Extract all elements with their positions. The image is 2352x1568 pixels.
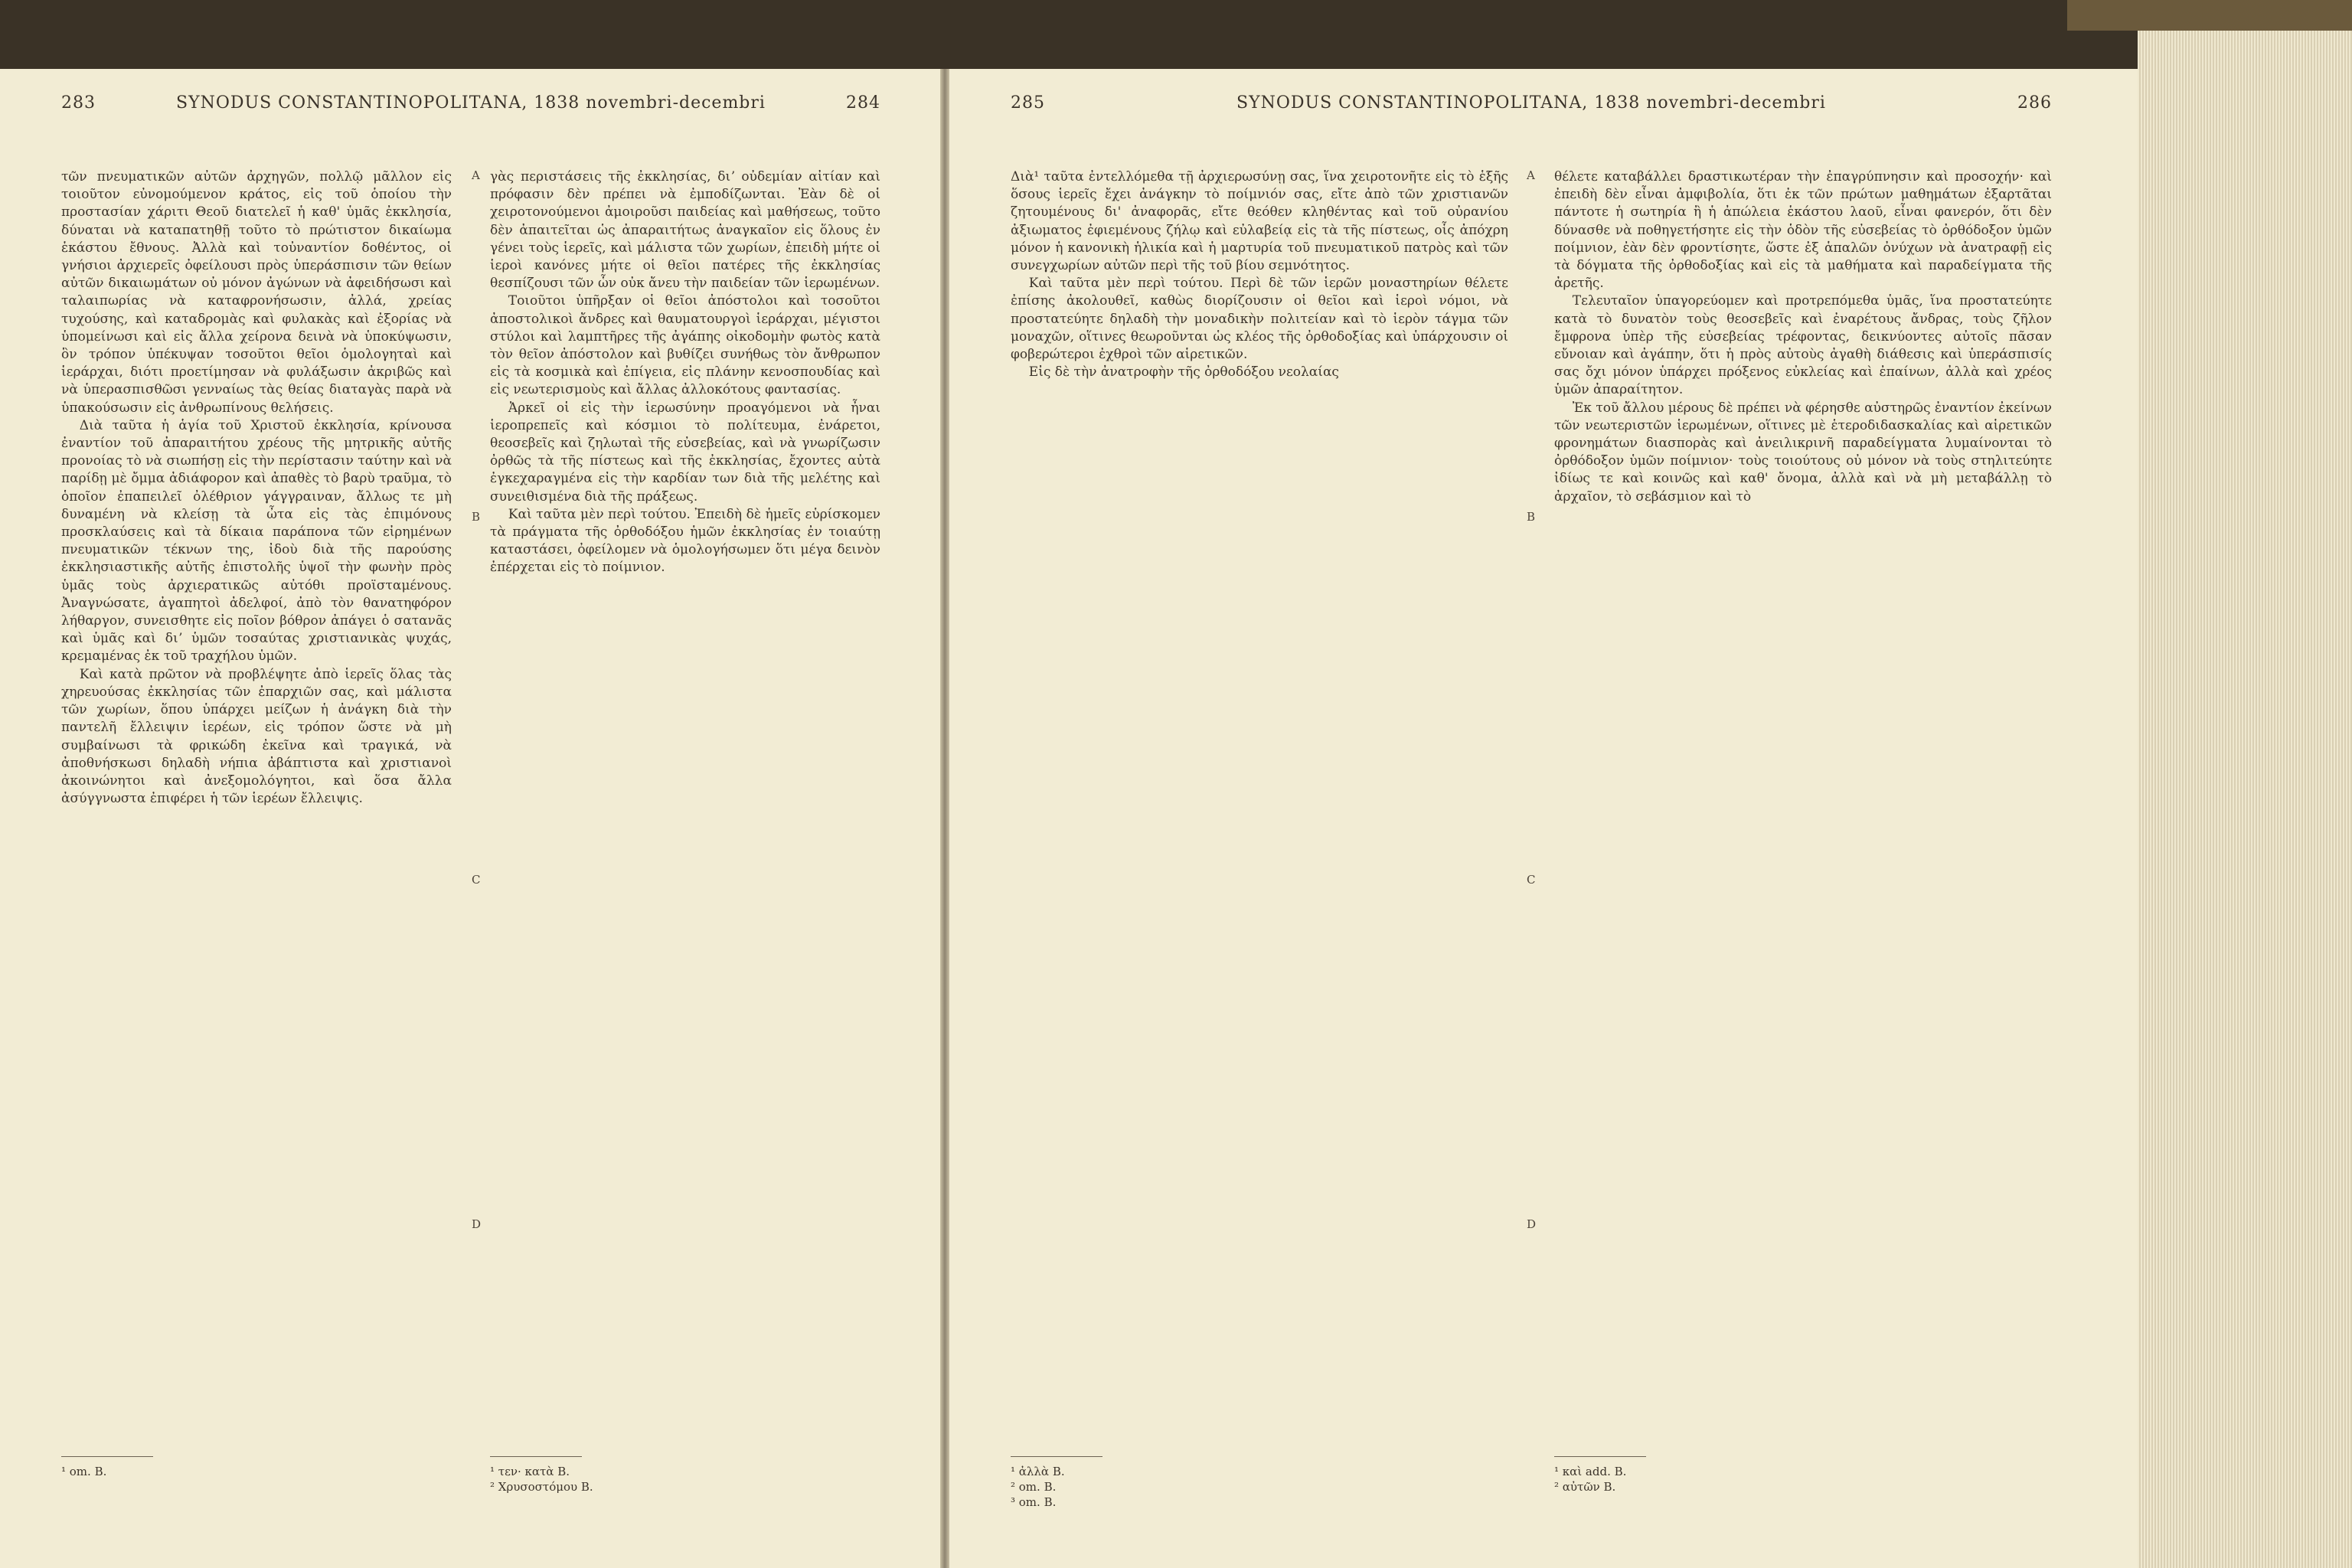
footnotes-283	[61, 1464, 106, 1479]
footnote-rule	[1554, 1456, 1646, 1457]
marginal-letter-c: C	[1527, 873, 1536, 887]
paragraph: Καὶ ταῦτα μὲν περὶ τούτου. Περὶ δὲ τῶν ἱερῶν μοναστηρίων θέλετε ἐπίσης ἀκολουθεῖ, καθὼς διορίζουσιν οἱ θεῖοι καὶ ἱεροὶ νόμοι, νὰ προστατεύητε δηλαδὴ τὴν μοναδικὴν πολιτείαν καὶ τὸ ἱερὸν τάγμα τῶν μοναχῶν, οἵτινες θεωροῦνται ὡς κλέος τῆς ὀρθοδοξίας καὶ ὑπάρχουσιν οἱ φοβερώτεροι ἐχθροὶ τῶν αἱρετικῶν.	[1011, 276, 1508, 363]
paragraph: θέλετε καταβάλλει δραστικωτέραν τὴν ἐπαγρύπνησιν καὶ προσοχήν· καὶ ἐπειδὴ δὲν εἶναι ἀμφιβολία, ὅτι ἐκ τῶν πρώτων μαθημάτων ἐξαρτᾶται πάντοτε ἡ σωτηρία ἢ ἡ ἀπώλεια ἑκάστου λαοῦ, εἶναι φανερόν, ὅτι δὲν δύνασθε νὰ ποθηγετήσητε εἰς τὴν ὁδὸν τῆς εὐσεβείας τὸ ὀρθόδοξον ὑμῶν ποίμνιον, ἐὰν δὲν φροντίσητε, ὥστε ἐξ ἁπαλῶν ὀνύχων νὰ ἀνατραφῇ εἰς τὰ δόγματα τῆς ὀρθοδοξίας καὶ εἰς τὰ μαθήματα καὶ παραδείγματα τῆς ἀρετῆς.	[1554, 169, 2052, 292]
footnote: ³ om. B.	[1011, 1495, 1057, 1509]
footnotes-286	[1554, 1464, 1626, 1494]
paragraph: Καὶ ταῦτα μὲν περὶ τούτου. Ἐπειδὴ δὲ ἡμεῖς εὑρίσκομεν τὰ πράγματα τῆς ὀρθοδόξου ἡμῶν ἐκκλησίας ἐν τοιαύτῃ καταστάσει, ὀφείλομεν νὰ ὁμολογήσωμεν ὅτι μέγα δεινὸν ἐπέρχεται εἰς τὸ ποίμνιον.	[490, 506, 880, 576]
left-page-header	[61, 93, 880, 124]
paragraph: γὰς περιστάσεις τῆς ἐκκλησίας, διʼ οὐδεμίαν αἰτίαν καὶ πρόφασιν δὲν πρέπει νὰ ἐμποδίζωνται. Ἐὰν δὲ οἱ χειροτονούμενοι ἀμοιροῦσι παιδείας καὶ μαθήσεως, τοῦτο δὲν ἀπαιτεῖται ὡς ἀπαραιτήτως ἀναγκαῖον εἰς ὅλους ἐν γένει τοὺς ἱερεῖς, καὶ μάλιστα τῶν χωρίων, ἐπειδὴ μήτε οἱ ἱεροὶ κανόνες μήτε οἱ θεῖοι πατέρες τῆς ἐκκλησίας θεσπίζουσι τῶν ὧν οὐκ ἄνευ τὴν παιδείαν τῶν ἱερωμένων.	[490, 169, 880, 292]
marginal-letter-d: D	[1527, 1217, 1537, 1231]
running-title-left: SYNODUS CONSTANTINOPOLITANA, 1838 novembri-decembri	[176, 93, 766, 113]
footnote-rule	[490, 1456, 582, 1457]
marginal-letter-a: A	[472, 168, 480, 182]
column-283	[61, 168, 452, 1409]
page-number-284: 284	[846, 93, 880, 113]
paragraph: Ἀρκεῖ οἱ εἰς τὴν ἱερωσύνην προαγόμενοι νὰ ἦναι ἱεροπρεπεῖς καὶ κόσμιοι τὸ πολίτευμα, ἐνάρετοι, θεοσεβεῖς καὶ ζηλωταὶ τῆς εὐσεβείας, καὶ νὰ γνωρίζωσιν ὀρθῶς τὰ τῆς πίστεως καὶ τῆς ἐκκλησίας, ἔχοντες αὐτὰ ἐγκεχαραγμένα εἰς τὴν καρδίαν των διὰ τῆς μελέτης καὶ συνειθισμένα διὰ τῆς πράξεως.	[490, 400, 880, 505]
marginal-letter-a: A	[1527, 168, 1535, 182]
paragraph: Τελευταῖον ὑπαγορεύομεν καὶ προτρεπόμεθα ὑμᾶς, ἵνα προστατεύητε κατὰ τὸ δυνατὸν τοὺς θεοσεβεῖς καὶ ἐναρέτους ἄνδρας, τοὺς ζῆλον ἔμφρονα ὑπὲρ τῆς εὐσεβείας τρέφοντας, δεικνύοντες αὐτοῖς πᾶσαν εὔνοιαν καὶ ἀγάπην, ὅτι ἡ πρὸς αὐτοὺς ἀγαθὴ διάθεσις καὶ ὑπεράσπισίς σας ὄχι μόνον ὑπάρχει πρόξενος εὐκλείας καὶ ἐπαίνων, ἀλλὰ καὶ χρέος ὑμῶν ἀπαραίτητον.	[1554, 293, 2052, 398]
book-cover-edge	[2067, 0, 2352, 31]
paragraph: Ἐκ τοῦ ἄλλου μέρους δὲ πρέπει νὰ φέρησθε αὐστηρῶς ἐναντίον ἐκείνων τῶν νεωτεριστῶν ἱερωμένων, οἵτινες μὲ ἑτεροδιδασκαλίας καὶ αἱρετικῶν φρονημάτων διασπορὰς καὶ ἀνειλικρινῆ παραδείγματα λυμαίνονται τὸ ὀρθόδοξον ὑμῶν ποίμνιον· τοὺς τοιούτους οὐ μόνον νὰ τοὺς στηλιτεύητε ἰδίως τε καὶ κοινῶς καὶ καθ' ὄνομα, ἀλλὰ καὶ νὰ μὴ μεταβάλλῃ τὸ ἀρχαῖον, τὸ σεβάσμιον καὶ τὸ	[1554, 400, 2052, 505]
page-number-286: 286	[2017, 93, 2052, 113]
column-285	[1011, 168, 1508, 1409]
paragraph: Διὰ¹ ταῦτα ἐντελλόμεθα τῇ ἀρχιερωσύνῃ σας, ἵνα χειροτονῆτε εἰς τὸ ἑξῆς ὅσους ἱερεῖς ἔχει ἀνάγκην τὸ ποίμνιόν σας, εἴτε ἀπὸ τῶν χριστιανῶν ζητουμένους δι' ἀναφορᾶς, εἴτε θεόθεν κληθέντας καὶ τοῦ οὐρανίου ἀξιωματος ἐφιεμένους ζήλῳ καὶ εὐλαβείᾳ εἰς τὰ τῆς πίστεως, οἷς ἀπόχρη μόνον ἡ κανονικὴ ἡλικία καὶ ἡ μαρτυρία τοῦ πνευματικοῦ πατρὸς καὶ τῶν συνεγχωρίων αὐτῶν περὶ τῆς τοῦ βίου σεμνότητος.	[1011, 169, 1508, 274]
footnotes-285	[1011, 1464, 1065, 1510]
footnote-rule	[61, 1456, 153, 1457]
left-page	[0, 69, 940, 1568]
paragraph: Καὶ κατὰ πρῶτον νὰ προβλέψητε ἀπὸ ἱερεῖς ὅλας τὰς χηρευούσας ἐκκλησίας τῶν ἐπαρχιῶν σας, καὶ μάλιστα τῶν χωρίων, ὅπου ὑπάρχει μείζων ἡ ἀνάγκη διὰ τὴν παντελῆ ἔλλειψιν ἱερέων, εἰς τρόπον ὥστε νὰ μὴ συμβαίνωσι τὰ φρικώδη ἐκεῖνα καὶ τραγικά, νὰ ἀποθνήσκωσι δηλαδὴ νήπια ἀβάπτιστα καὶ χριστιανοὶ ἀκοινώνητοι καὶ ἀνεξομολόγητοι, καὶ ὅσα ἄλλα ἀσύγγνωστα ἐπιφέρει ἡ τῶν ἱερέων ἔλλειψις.	[61, 666, 452, 807]
footnote: ² Χρυσοστόμου B.	[490, 1480, 593, 1494]
column-284	[490, 168, 880, 1409]
column-286	[1554, 168, 2052, 1409]
paragraph: τῶν πνευματικῶν αὐτῶν ἀρχηγῶν, πολλῷ μᾶλλον εἰς τοιοῦτον εὐνομούμενον κράτος, εἰς τοῦ ὁποίου τὴν προστασίαν χάριτι Θεοῦ διατελεῖ ἡ καθ' ὑμᾶς ἐκκλησία, δύναται νὰ καταπατηθῇ τοῦτο τὸ πρώτιστον δικαίωμα ἑκάστου ἔθνους. Ἀλλὰ καὶ τοὐναντίον δοθέντος, οἱ γνήσιοι ἀρχιερεῖς ὀφείλουσι πρὸς ὑπεράσπισιν τῶν θείων αὐτῶν δικαιωμάτων οὐ μόνον ἀγώνων νὰ ἀφειδήσωσι καὶ ταλαιπωρίας νὰ καταφρονήσωσιν, ἀλλά, χρείας τυχούσης, καὶ καταδρομὰς καὶ φυλακὰς καὶ ἐξορίας νὰ ὑπομείνωσι καὶ εἰς ἄλλα χείρονα δεινὰ νὰ ὑποκύψωσιν, ὃν τρόπον ὑπέκυψαν τοσοῦτοι θεῖοι ὁμολογηταὶ καὶ ἱεράρχαι, διότι προετίμησαν νὰ φυλάξωσιν ἀκριβῶς καὶ νὰ ὑπερασπισθῶσι γενναίως τὰς θείας διαταγὰς παρὰ νὰ ὑπακούσωσιν εἰς ἀνθρωπίνους θελήσεις.	[61, 169, 452, 416]
footnote: ¹ τεν· κατὰ B.	[490, 1465, 570, 1478]
right-page-header	[1011, 93, 2052, 124]
book-page-edges	[2138, 31, 2352, 1568]
marginal-letter-d: D	[472, 1217, 482, 1231]
footnote: ¹ ἀλλὰ B.	[1011, 1465, 1065, 1478]
paragraph: Εἰς δὲ τὴν ἀνατροφὴν τῆς ὀρθοδόξου νεολαίας	[1028, 364, 1339, 381]
running-title-right: SYNODUS CONSTANTINOPOLITANA, 1838 novembri-decembri	[1236, 93, 1826, 113]
marginal-letter-b: B	[472, 510, 481, 524]
book-gutter	[940, 69, 949, 1568]
right-page	[949, 69, 2138, 1568]
paragraph: Διὰ ταῦτα ἡ ἁγία τοῦ Χριστοῦ ἐκκλησία, κρίνουσα ἐναντίον τοῦ ἀπαραιτήτου χρέους τῆς μητρικῆς αὐτῆς προνοίας τὸ νὰ σιωπήσῃ εἰς τὴν περίστασιν ταύτην καὶ νὰ παρίδῃ μὲ ὄμμα ἀδιάφορον καὶ ἀπαθὲς τὸ βαρὺ τραῦμα, τὸ ὁποῖον ἐπαπειλεῖ ὀλέθριον γάγγραιναν, ἄλλως τε μὴ δυναμένη νὰ κλείσῃ τὰ ὦτα εἰς τὰς ἐπιμόνους προσκλαύσεις καὶ τὰ δίκαια παράπονα τῶν εἰρημένων πνευματικῶν τέκνων της, ἰδοὺ διὰ τῆς παρούσης ἐκκλησιαστικῆς αὐτῆς ἐπιστολῆς ὑψοῖ τὴν φωνὴν πρὸς ὑμᾶς τοὺς ἀρχιερατικῶς αὐτόθι προϊσταμένους. Ἀναγνώσατε, ἀγαπητοὶ ἀδελφοί, ἀπὸ τὸν θανατηφόρον λήθαργον, συνεισθητε εἰς ποῖον βόθρον ἀπάγει ὁ σατανᾶς καὶ ὑμᾶς καὶ διʼ ὑμῶν τοσαύτας χριστιανικὰς ψυχάς, κρεμαμένας ἐκ τοῦ τραχήλου ὑμῶν.	[61, 417, 452, 665]
footnotes-284	[490, 1464, 593, 1494]
marginal-letter-c: C	[472, 873, 481, 887]
paragraph: Τοιοῦτοι ὑπῆρξαν οἱ θεῖοι ἀπόστολοι καὶ τοσοῦτοι ἀποστολικοὶ ἄνδρες καὶ θαυματουργοὶ ἱεράρχαι, μέγιστοι στύλοι καὶ λαμπτῆρες τῆς ἀγάπης οἰκοδομὴν φωτὸς κατὰ τὸν θεῖον ἀπόστολον καὶ βυθίζει συνήθως τὸν ἄνθρωπον εἰς τὰ κοσμικὰ καὶ ἐπίγεια, εἰς πλάνην κενοσπουδίας καὶ εἰς νεωτερισμοὺς καὶ ἄλλας ἀλλοκότους φαντασίας.	[490, 293, 880, 398]
footnote: ² αὐτῶν B.	[1554, 1480, 1616, 1494]
footnote: ² om. B.	[1011, 1480, 1057, 1494]
footnote-rule	[1011, 1456, 1102, 1457]
footnote: ¹ καὶ add. B.	[1554, 1465, 1627, 1478]
footnote: ¹ om. B.	[61, 1465, 107, 1478]
page-number-285: 285	[1011, 93, 1045, 113]
marginal-letter-b: B	[1527, 510, 1536, 524]
page-number-283: 283	[61, 93, 96, 113]
